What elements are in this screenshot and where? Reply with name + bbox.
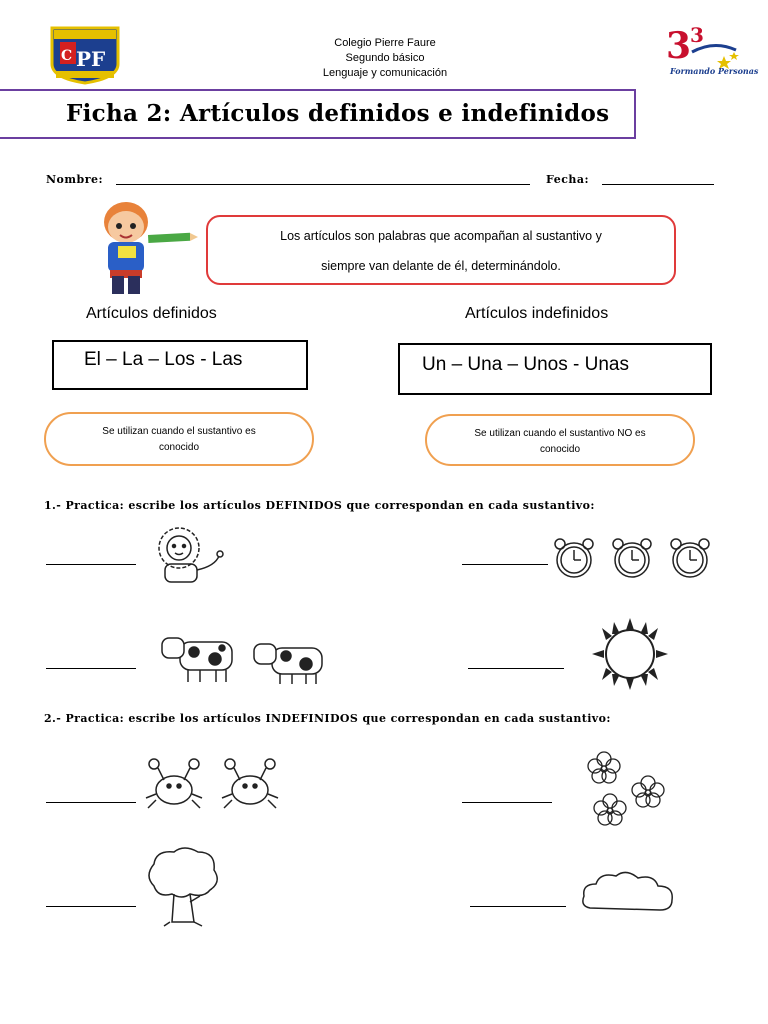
cloud-icon [580, 870, 676, 914]
page-title: Ficha 2: Artículos definidos e indefinidos [66, 100, 610, 127]
subject: Lenguaje y comunicación [322, 67, 448, 79]
definidos-usage-line-1: Se utilizan cuando el sustantivo es [102, 426, 256, 437]
svg-text:3: 3 [690, 23, 704, 47]
boy-with-pencil-illustration [88, 200, 198, 300]
exercise-2-blank-crabs[interactable] [46, 802, 136, 803]
indefinidos-usage-pill [425, 414, 695, 466]
exercise-1-blank-cows[interactable] [46, 668, 136, 669]
exercise-1-blank-sun[interactable] [468, 668, 564, 669]
tree-icon [142, 846, 222, 928]
date-line[interactable] [602, 184, 714, 185]
exercise-2-instruction: 2.- Practica: escribe los artículos INDEFINIDOS que correspondan en cada sustantivo: [44, 712, 611, 725]
svg-text:3: 3 [666, 25, 692, 67]
sun-icon [584, 618, 676, 690]
definidos-heading: Artículos definidos [86, 305, 217, 322]
indefinidos-articles: Un – Una – Unos - Unas [422, 354, 629, 375]
indefinidos-usage-line-1: Se utilizan cuando el sustantivo NO es [474, 428, 646, 439]
indefinidos-heading: Artículos indefinidos [465, 305, 609, 322]
clocks-icon [546, 538, 722, 580]
school-header [260, 36, 510, 81]
svg-text:Formando Personas: Formando Personas [670, 66, 759, 76]
school-crest-logo [50, 26, 120, 84]
cows-icon [160, 628, 328, 684]
definidos-usage-line-2: conocido [158, 442, 200, 453]
exercise-1-blank-lion[interactable] [46, 564, 136, 565]
name-line[interactable] [116, 184, 530, 185]
indefinidos-usage-line-2: conocido [539, 444, 581, 455]
grade: Segundo básico [345, 52, 425, 64]
definidos-articles-box [52, 340, 308, 390]
svg-text:PF: PF [76, 47, 106, 71]
definition-line-2: siempre van delante de él, determinándolo. [321, 259, 561, 273]
school-name: Colegio Pierre Faure [334, 37, 436, 49]
indefinidos-articles-box [398, 343, 712, 395]
lion-icon [155, 526, 225, 584]
definition-box [206, 215, 676, 285]
flowers-icon [584, 752, 676, 830]
exercise-1-blank-clocks[interactable] [462, 564, 548, 565]
exercise-2-blank-flowers[interactable] [462, 802, 552, 803]
definidos-usage-pill [44, 412, 314, 466]
svg-text:C: C [61, 48, 73, 64]
exercise-2-blank-tree[interactable] [46, 906, 136, 907]
date-label: Fecha: [546, 173, 590, 186]
exercise-2-blank-cloud[interactable] [470, 906, 566, 907]
name-label: Nombre: [46, 173, 104, 186]
crabs-icon [144, 754, 284, 814]
exercise-1-instruction: 1.- Practica: escribe los artículos DEFINIDOS que correspondan en cada sustantivo: [44, 499, 595, 512]
anniversary-logo [664, 22, 759, 78]
definition-line-1: Los artículos son palabras que acompañan al sustantivo y [280, 229, 602, 243]
definidos-articles: El – La – Los - Las [84, 349, 243, 370]
